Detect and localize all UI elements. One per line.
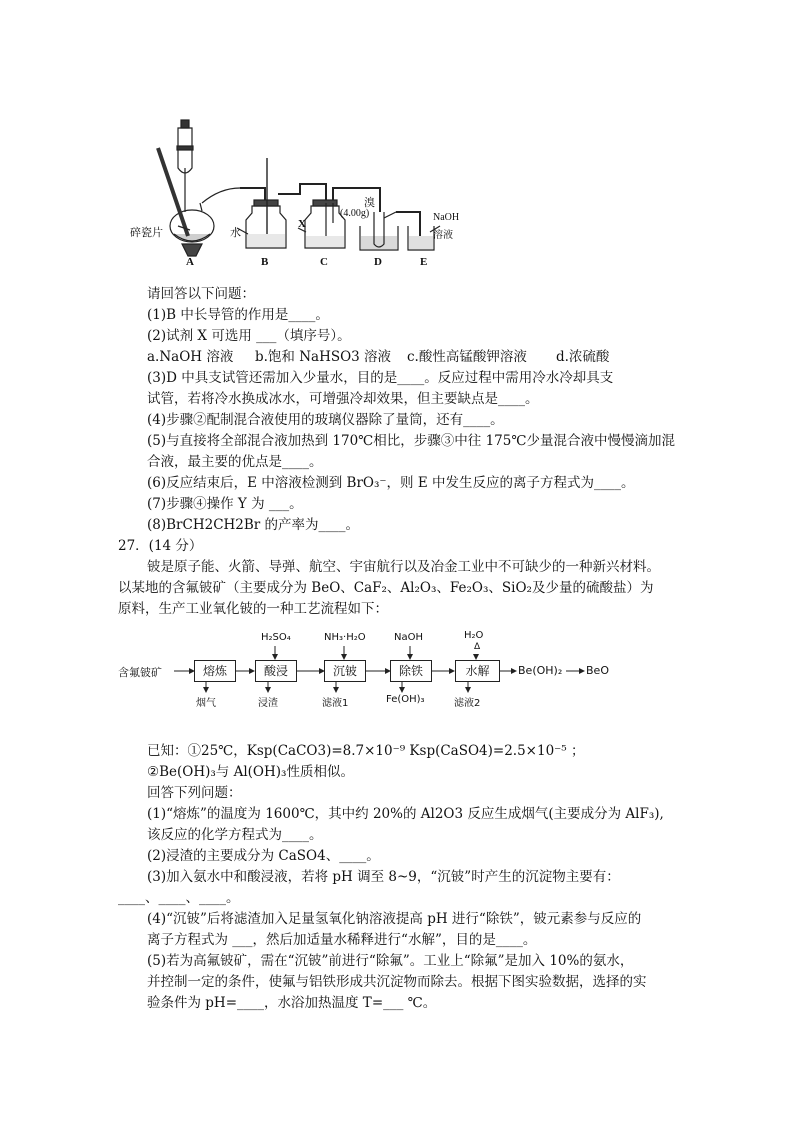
q26-3-line1: (3)D 中具支试管还需加入少量水，目的是____。反应过程中需用冷水冷却具支 [147,370,614,386]
flow-output-fume: 烟气 [196,698,216,709]
flow-output-leach-residue: 浸渣 [258,698,278,709]
q26-4: (4)步骤②配制混合液使用的玻璃仪器除了量筒，还有____。 [147,412,504,428]
flow-step-precipitate-be: 沉铍 [324,660,366,682]
q27-5-line3: 验条件为 pH=____，水浴加热温度 T=___ ℃。 [147,995,437,1011]
flow-product-be-hydroxide: Be(OH)₂ [518,664,563,677]
flow-step-smelting: 熔炼 [194,660,236,682]
flow-output-filtrate-1: 滤液1 [322,698,349,709]
label-naoh: NaOH [433,212,460,223]
q26-intro: 请回答以下问题： [147,286,255,302]
q27-4-line1: (4)“沉铍”后将滤渣加入足量氢氧化钠溶液提高 pH 进行“除铁”，铍元素参与反应的 [147,911,642,927]
flow-step-acid-leach: 酸浸 [255,660,297,682]
label-reagent-x: X [298,218,306,230]
q26-3-line2: 试管，若将冷水换成冰水，可增强冷却效果，但主要缺点是____。 [147,391,539,407]
q27-3-line2: ____、____、____。 [118,890,240,906]
flow-input-water: H₂O [464,630,484,641]
flow-step-remove-iron: 除铁 [390,660,432,682]
label-b: B [261,256,269,268]
flow-input-h2so4: H₂SO₄ [261,632,291,643]
label-d: D [374,256,382,268]
label-bromine: 溴 [364,197,375,209]
label-bromine-mass: (4.00g) [340,208,370,219]
flow-step-hydrolysis: 水解 [455,660,500,682]
q27-known-1: 已知：①25℃，Ksp(CaCO3)=8.7×10⁻⁹ Ksp(CaSO4)=2.5×10⁻⁵ ； [147,743,585,759]
q26-5-line2: 合液，最主要的优点是____。 [147,454,323,470]
q27-paragraph-line2: 以某地的含氟铍矿（主要成分为 BeO、CaF₂、Al₂O₃、Fe₂O₃、SiO₂及少量的硫酸盐）为 [118,580,654,596]
q26-option-d: d.浓硫酸 [556,349,610,365]
q27-header: 27．(14 分） [118,538,203,554]
q26-8: (8)BrCH2CH2Br 的产率为____。 [147,517,360,533]
label-water: 水 [230,227,241,239]
flow-start-ore: 含氟铍矿 [118,666,162,679]
q27-5-line1: (5)若为高氟铍矿，需在“沉铍”前进行“除氟”。工业上“除氟”是加入 10%的氨水， [147,953,634,969]
label-solution: 溶液 [433,230,453,241]
label-c: C [320,256,328,268]
q26-option-c: c.酸性高锰酸钾溶液 [407,349,527,365]
flow-input-naoh: NaOH [394,632,423,643]
label-a: A [186,256,194,268]
q27-3-line1: (3)加入氨水中和酸浸液，若将 pH 调至 8~9，“沉铍”时产生的沉淀物主要有： [147,869,620,885]
q27-paragraph-line3: 原料，生产工业氧化铍的一种工艺流程如下： [118,601,388,617]
q27-answer-prompt: 回答下列问题： [147,785,242,801]
flow-output-filtrate-2: 滤液2 [454,698,481,709]
process-flowchart [118,628,658,718]
flow-output-iron-hydroxide: Fe(OH)₃ [386,694,425,705]
label-broken-chips: 碎瓷片 [130,227,163,239]
q26-5-line1: (5)与直接将全部混合液加热到 170℃相比，步骤③中往 175℃少量混合液中慢慢滴加混 [147,433,675,449]
q27-1-line2: 该反应的化学方程式为____。 [147,827,323,843]
flow-input-ammonia: NH₃·H₂O [324,632,366,643]
q27-known-2: ②Be(OH)₃与 Al(OH)₃性质相似。 [147,764,354,780]
flow-product-beo: BeO [586,664,609,677]
q27-paragraph-line1: 铍是原子能、火箭、导弹、航空、宇宙航行以及冶金工业中不可缺少的一种新兴材料。 [147,559,660,575]
apparatus-figure [130,108,460,268]
q27-5-line2: 并控制一定的条件，使氟与铝铁形成共沉淀物而除去。根据下图实验数据，选择的实 [147,974,647,990]
q26-7: (7)步骤④操作 Y 为 ___。 [147,496,303,512]
q26-option-a: a.NaOH 溶液 [147,349,234,365]
q26-6: (6)反应结束后，E 中溶液检测到 BrO₃⁻，则 E 中发生反应的离子方程式为____。 [147,475,635,491]
q27-2: (2)浸渣的主要成分为 CaSO4、____。 [147,848,380,864]
q27-4-line2: 离子方程式为 ___，然后加适量水稀释进行“水解”，目的是____。 [147,932,537,948]
apparatus-drawing [130,108,460,268]
q27-1-line1: (1)“熔炼”的温度为 1600℃，其中约 20%的 Al2O3 反应生成烟气(主要成分为 AlF₃), [147,806,664,822]
flow-heat-symbol: Δ [474,642,481,652]
label-e: E [420,256,428,268]
q26-1: (1)B 中长导管的作用是____。 [147,307,329,323]
q26-option-b: b.饱和 NaHSO3 溶液 [255,349,392,365]
q26-2: (2)试剂 X 可选用 ___（填序号）。 [147,328,351,344]
